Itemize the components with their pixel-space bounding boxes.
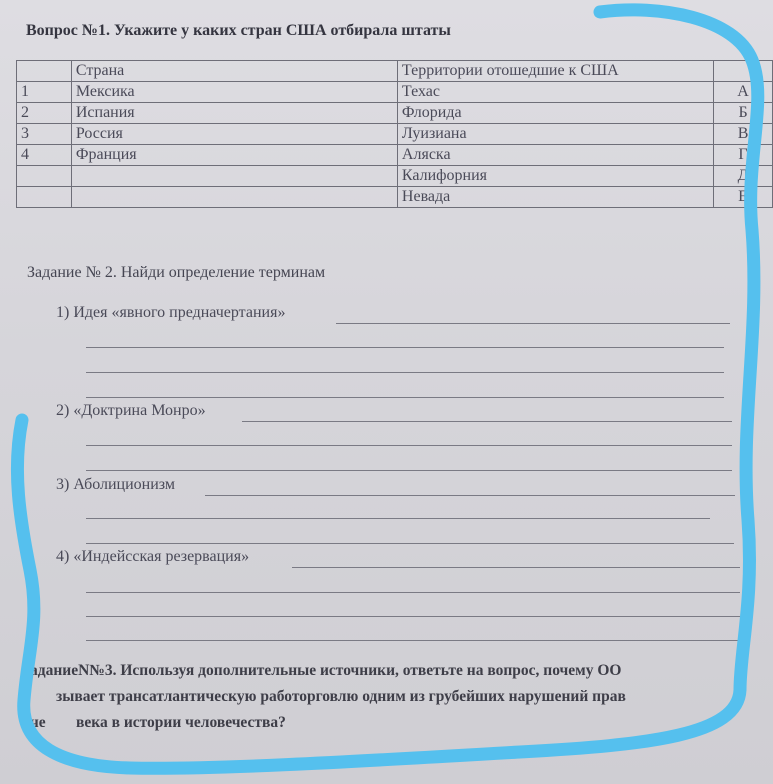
term-abolitionism: 3) Аболиционизм <box>56 476 176 493</box>
term-monroe-doctrine: 2) «Доктрина Монро» <box>56 402 206 419</box>
row-number: 4 <box>17 145 72 166</box>
table-row <box>17 103 773 124</box>
answer-line <box>86 518 710 519</box>
task-3-line-3: века в истории человечества? <box>76 714 286 731</box>
task-2-title: Задание № 2. Найди определение терминам <box>27 264 326 281</box>
answer-line <box>242 421 732 422</box>
answer-line <box>86 397 724 398</box>
answer-line <box>86 640 740 641</box>
term-manifest-destiny: 1) Идея «явного предначертания» <box>56 304 286 321</box>
row-country: Франция <box>71 145 397 166</box>
task-3-line-1: аданиеN№3. Используя дополнительные источники, ответьте на вопрос, почему ОО <box>30 662 622 679</box>
row-country: Испания <box>71 103 397 124</box>
table-header-row <box>17 61 773 82</box>
header-country: Страна <box>71 61 397 82</box>
row-number: 3 <box>17 124 72 145</box>
term-indian-reservation: 4) «Индейсская резервация» <box>56 548 250 565</box>
answer-line <box>86 543 734 544</box>
row-number <box>17 166 72 187</box>
row-territory: Техас <box>397 82 713 103</box>
question-1-title: Вопрос №1. Укажите у каких стран США отбирала штаты <box>26 22 451 39</box>
answer-line <box>86 445 732 446</box>
answer-line <box>86 347 724 348</box>
answer-line <box>86 616 740 617</box>
row-country <box>71 187 397 208</box>
header-letter-cell <box>714 61 773 82</box>
row-letter: А <box>714 82 773 103</box>
row-letter: Е <box>714 187 773 208</box>
table-row <box>17 124 773 145</box>
row-territory: Флорида <box>397 103 713 124</box>
task-3-fragment: че <box>30 714 46 731</box>
row-letter: Г <box>714 145 773 166</box>
row-letter: В <box>714 124 773 145</box>
row-country: Россия <box>71 124 397 145</box>
territories-table <box>16 60 773 208</box>
row-letter: Б <box>714 103 773 124</box>
row-territory: Невада <box>397 187 713 208</box>
answer-line <box>86 592 740 593</box>
table-row <box>17 82 773 103</box>
table-row <box>17 187 773 208</box>
row-territory: Калифорния <box>397 166 713 187</box>
row-letter: Д <box>714 166 773 187</box>
task-3-line-2: зывает трансатлантическую работорговлю одним из грубейших нарушений прав <box>56 688 626 705</box>
row-territory: Аляска <box>397 145 713 166</box>
header-territory: Территории отошедшие к США <box>397 61 713 82</box>
row-country: Мексика <box>71 82 397 103</box>
answer-line <box>86 372 724 373</box>
row-number: 2 <box>17 103 72 124</box>
answer-line <box>292 567 740 568</box>
table-row <box>17 145 773 166</box>
answer-line <box>336 323 730 324</box>
row-number <box>17 187 72 208</box>
row-territory: Луизиана <box>397 124 713 145</box>
answer-line <box>205 495 735 496</box>
table-row <box>17 166 773 187</box>
header-number-cell <box>17 61 72 82</box>
row-number: 1 <box>17 82 72 103</box>
row-country <box>71 166 397 187</box>
answer-line <box>86 470 732 471</box>
